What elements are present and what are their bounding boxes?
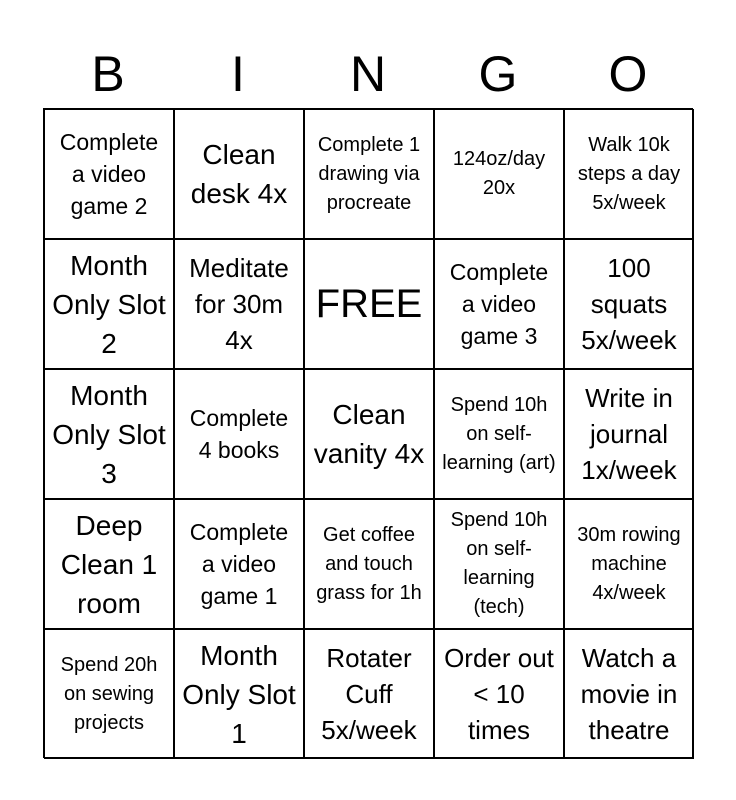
cell-text: Month Only Slot 3 (52, 379, 166, 489)
header-letter-o: O (608, 46, 648, 102)
bingo-cell-r1c2[interactable] (174, 109, 304, 239)
cell-text: Complete a video game 3 (449, 259, 549, 349)
bingo-cell-r4c4[interactable] (434, 499, 564, 629)
bingo-cell-r3c1[interactable] (44, 369, 174, 499)
cell-text: Write in journal 1x/week (581, 383, 677, 485)
bingo-cell-r5c1[interactable] (44, 629, 174, 759)
cell-text: Order out < 10 times (444, 643, 554, 745)
cell-text: Walk 10k steps a day 5x/week (577, 133, 681, 214)
cell-text: Watch a movie in theatre (580, 643, 678, 745)
header-letter-g: G (478, 46, 518, 102)
bingo-board (43, 108, 693, 758)
cell-text: Clean desk 4x (190, 139, 288, 209)
cell-text: Complete 4 books (189, 405, 289, 463)
bingo-cell-r5c4[interactable] (434, 629, 564, 759)
cell-text: 124oz/day 20x (452, 148, 546, 199)
cell-text: Meditate for 30m 4x (189, 253, 289, 355)
bingo-cell-r2c2[interactable] (174, 239, 304, 369)
bingo-cell-r4c1[interactable] (44, 499, 174, 629)
cell-text: Complete 1 drawing via procreate (317, 133, 421, 214)
cell-text: 30m rowing machine 4x/week (577, 523, 681, 604)
cell-text: Spend 20h on sewing projects (60, 653, 158, 734)
header-letter-b: B (91, 46, 125, 102)
bingo-cell-free[interactable] (304, 239, 434, 369)
bingo-cell-r5c5[interactable] (564, 629, 694, 759)
bingo-cell-r5c3[interactable] (304, 629, 434, 759)
bingo-cell-r3c5[interactable] (564, 369, 694, 499)
bingo-header (43, 40, 693, 108)
free-space-text: FREE (315, 282, 423, 326)
cell-text: Month Only Slot 2 (52, 249, 166, 359)
cell-text: Month Only Slot 1 (182, 639, 296, 749)
bingo-cell-r2c1[interactable] (44, 239, 174, 369)
bingo-cell-r1c3[interactable] (304, 109, 434, 239)
cell-text: Deep Clean 1 room (60, 509, 158, 619)
bingo-cell-r4c5[interactable] (564, 499, 694, 629)
header-letter-n: N (349, 46, 387, 102)
bingo-cell-r3c2[interactable] (174, 369, 304, 499)
cell-text: Spend 10h on self-learning (tech) (450, 509, 548, 618)
header-letter-i: I (231, 46, 245, 102)
cell-text: Spend 10h on self-learning (art) (442, 393, 556, 474)
cell-text: Get coffee and touch grass for 1h (316, 523, 422, 604)
cell-text: 100 squats 5x/week (581, 253, 677, 355)
bingo-cell-r3c3[interactable] (304, 369, 434, 499)
bingo-cell-r2c5[interactable] (564, 239, 694, 369)
bingo-cell-r3c4[interactable] (434, 369, 564, 499)
bingo-cell-r1c5[interactable] (564, 109, 694, 239)
bingo-cell-r1c1[interactable] (44, 109, 174, 239)
cell-text: Complete a video game 1 (189, 519, 289, 609)
cell-text: Complete a video game 2 (59, 129, 159, 219)
bingo-cell-r4c2[interactable] (174, 499, 304, 629)
bingo-cell-r5c2[interactable] (174, 629, 304, 759)
bingo-cell-r2c4[interactable] (434, 239, 564, 369)
bingo-cell-r4c3[interactable] (304, 499, 434, 629)
cell-text: Clean vanity 4x (313, 399, 425, 469)
bingo-cell-r1c4[interactable] (434, 109, 564, 239)
cell-text: Rotater Cuff 5x/week (321, 643, 417, 745)
